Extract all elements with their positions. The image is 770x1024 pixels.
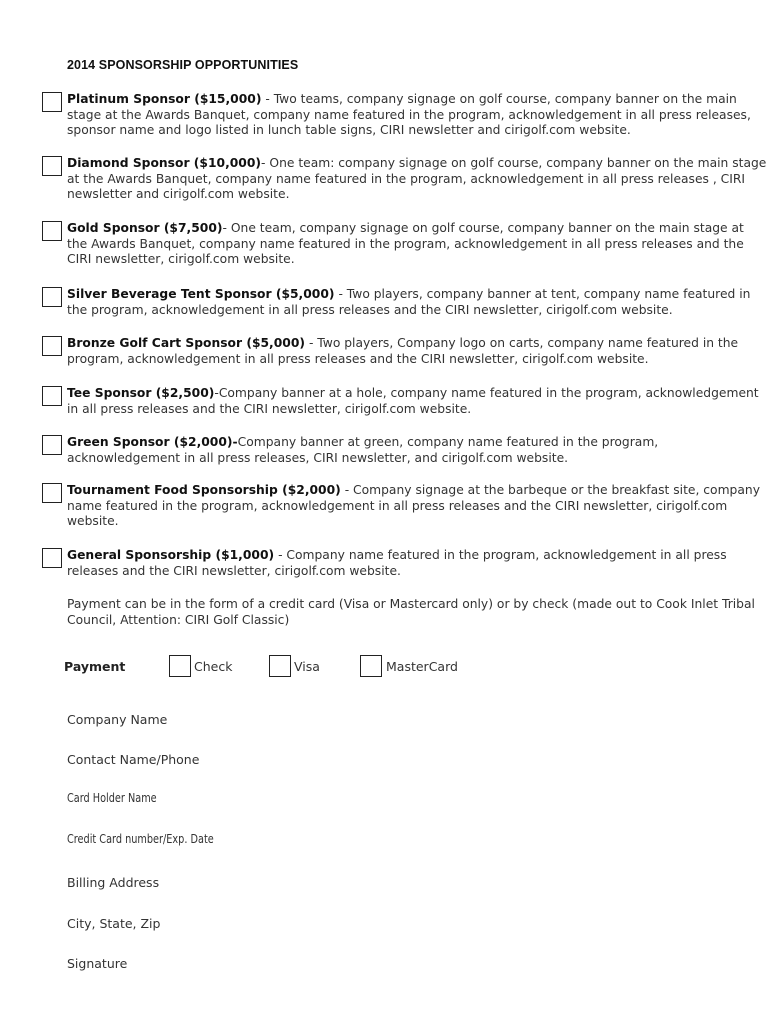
check-label: Check bbox=[194, 659, 233, 674]
sponsor-checkbox[interactable] bbox=[42, 483, 62, 503]
sponsor-checkbox[interactable] bbox=[42, 92, 62, 112]
visa-label: Visa bbox=[294, 659, 320, 674]
sponsor-checkbox[interactable] bbox=[42, 336, 62, 356]
sponsor-description: - Company name featured in the program, acknowledgement in all press releases and the CIRI newsletter, cirigolf.com website. bbox=[67, 548, 727, 578]
payment-note: Payment can be in the form of a credit card (Visa or Mastercard only) or by check (made out to Cook Inlet Tribal Council, Attention: CIRI Golf Classic) bbox=[67, 597, 755, 627]
sponsor-name: Tournament Food Sponsorship ($2,000) bbox=[67, 483, 341, 497]
sponsor-description: - Two teams, company signage on golf course, company banner on the main stage at the Awards Banquet, company name featured in the program, acknowledgement in all press releases, sponsor name and logo listed in lunch table signs, CIRI newsletter and cirigolf.com website. bbox=[67, 92, 751, 138]
sponsor-description: -Company banner at a hole, company name featured in the program, acknowledgement in all press releases and the CIRI newsletter, cirigolf.com website. bbox=[67, 386, 759, 416]
page-title: 2014 SPONSORSHIP OPPORTUNITIES bbox=[67, 58, 299, 72]
payment-label: Payment bbox=[64, 659, 126, 674]
sponsor-description: - One team: company signage on golf course, company banner on the main stage at the Awards Banquet, company name featured in the program, acknowledgement in all press releases , CIRI newsletter and cirigolf.com website. bbox=[67, 156, 767, 202]
contact-name-phone-field[interactable]: Contact Name/Phone bbox=[67, 752, 200, 767]
sponsor-description: - Two players, company banner at tent, company name featured in the program, acknowledgement in all press releases and the CIRI newsletter, cirigolf.com website. bbox=[67, 287, 751, 317]
mastercard-label: MasterCard bbox=[386, 659, 458, 674]
sponsor-description: Company banner at green, company name featured in the program, acknowledgement in all press releases, CIRI newsletter, and cirigolf.com website. bbox=[67, 435, 659, 465]
signature-field[interactable]: Signature bbox=[67, 956, 128, 971]
sponsor-checkbox[interactable] bbox=[42, 287, 62, 307]
check-checkbox[interactable] bbox=[169, 655, 191, 677]
sponsor-description: - One team, company signage on golf course, company banner on the main stage at the Awards Banquet, company name featured in the program, acknowledgement in all press releases and the CIRI newsletter, cirigolf.com website. bbox=[67, 221, 744, 267]
sponsor-checkbox[interactable] bbox=[42, 156, 62, 176]
sponsor-name: Gold Sponsor ($7,500) bbox=[67, 221, 223, 235]
sponsor-description: - Two players, Company logo on carts, company name featured in the program, acknowledgement in all press releases and the CIRI newsletter, cirigolf.com website. bbox=[67, 336, 739, 366]
sponsor-name: Diamond Sponsor ($10,000) bbox=[67, 156, 262, 170]
city-state-zip-field[interactable]: City, State, Zip bbox=[67, 916, 161, 931]
sponsor-checkbox[interactable] bbox=[42, 435, 62, 455]
sponsor-checkbox[interactable] bbox=[42, 221, 62, 241]
payment-method-row bbox=[0, 655, 770, 681]
sponsor-name: Silver Beverage Tent Sponsor ($5,000) bbox=[67, 287, 335, 301]
visa-checkbox[interactable] bbox=[269, 655, 291, 677]
mastercard-checkbox[interactable] bbox=[360, 655, 382, 677]
sponsor-name: General Sponsorship ($1,000) bbox=[67, 548, 275, 562]
sponsor-checkbox[interactable] bbox=[42, 548, 62, 568]
sponsor-name: Green Sponsor ($2,000)- bbox=[67, 435, 238, 449]
card-holder-name-field[interactable]: Card Holder Name bbox=[67, 791, 157, 805]
sponsor-name: Tee Sponsor ($2,500) bbox=[67, 386, 215, 400]
company-name-field[interactable]: Company Name bbox=[67, 712, 168, 727]
sponsor-name: Bronze Golf Cart Sponsor ($5,000) bbox=[67, 336, 306, 350]
sponsor-description: - Company signage at the barbeque or the breakfast site, company name featured in the program, acknowledgement in all press releases and the CIRI newsletter, cirigolf.com website. bbox=[67, 483, 760, 529]
billing-address-field[interactable]: Billing Address bbox=[67, 875, 160, 890]
sponsor-checkbox[interactable] bbox=[42, 386, 62, 406]
credit-card-number-exp-date-field[interactable]: Credit Card number/Exp. Date bbox=[67, 832, 214, 846]
sponsor-name: Platinum Sponsor ($15,000) bbox=[67, 92, 262, 106]
